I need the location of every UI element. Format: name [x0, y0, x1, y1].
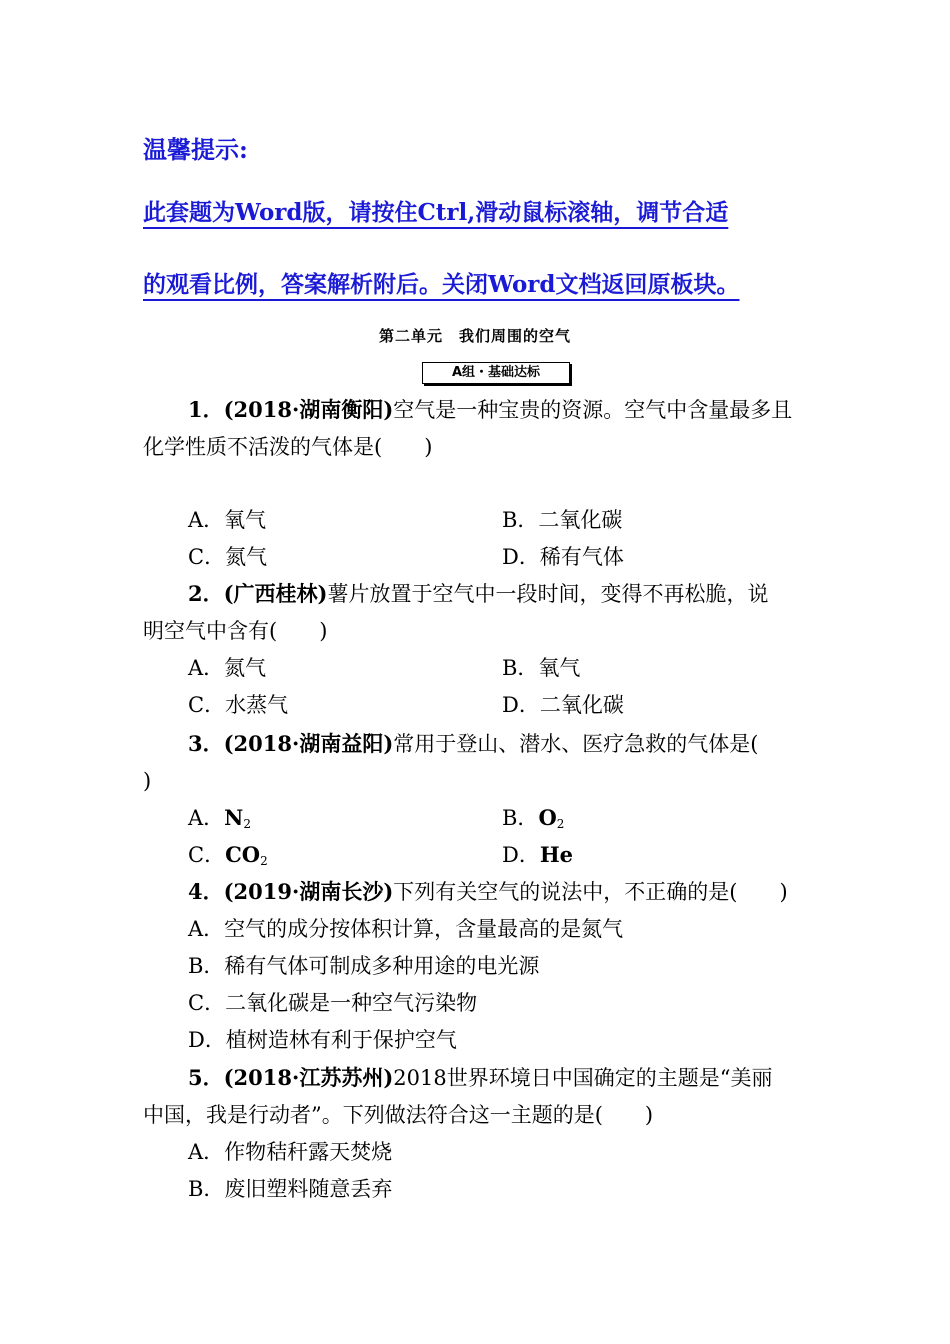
question-2-stem-a: 薯片放置于空气中一段时间，变得不再松脆，说	[327, 582, 769, 606]
option-prefix: B．	[502, 806, 539, 830]
question-5-stem	[188, 1064, 772, 1092]
question-2-option-c: C．水蒸气	[188, 693, 289, 717]
option-formula: CO	[225, 842, 261, 867]
option-formula: He	[539, 842, 574, 867]
option-formula: O	[538, 805, 557, 830]
question-2-option-d: D．二氧化碳	[502, 693, 624, 717]
option-subscript: 2	[243, 817, 252, 831]
question-2-option-a: A．氮气	[188, 656, 267, 680]
tip-line-2-text: 的观看比例，答案解析附后。关闭Word文档返回原板块。	[143, 271, 740, 298]
option-subscript: 2	[260, 854, 268, 868]
question-1-stem	[188, 396, 792, 424]
question-4-number: 4．	[188, 879, 224, 904]
unit-title: 第二单元 我们周围的空气	[378, 327, 571, 345]
question-1-option-d: D．稀有气体	[502, 545, 624, 569]
tip-title: 温馨提示:	[143, 135, 248, 164]
question-3-stem-a: 常用于登山、潜水、医疗急救的气体是(	[393, 732, 759, 756]
tip-line-1-text: 此套题为Word版，请按住Ctrl,滑动鼠标滚轴，调节合适	[143, 199, 729, 226]
tip-line-2	[143, 268, 740, 302]
question-5-option-a: A．作物秸秆露天焚烧	[188, 1140, 393, 1164]
question-3-option-a	[188, 804, 251, 832]
question-4-source: (2019·湖南长沙)	[223, 879, 394, 904]
question-3-stem-b: )	[143, 769, 152, 793]
question-3-number: 3．	[188, 731, 224, 756]
tip-line-1	[143, 196, 728, 230]
question-5-stem-a: 2018世界环境日中国确定的主题是“美丽	[393, 1066, 773, 1090]
question-1-option-c: C．氮气	[188, 545, 268, 569]
question-1-stem-a: 空气是一种宝贵的资源。空气中含量最多且	[393, 398, 793, 422]
question-2-number: 2．	[188, 581, 224, 606]
question-2-source: (广西桂林)	[223, 581, 328, 606]
question-5-option-b: B．废旧塑料随意丢弃	[188, 1177, 393, 1201]
question-2-stem	[188, 580, 769, 608]
option-formula: N	[224, 805, 244, 830]
question-3-option-d	[502, 841, 573, 869]
question-1-source: (2018·湖南衡阳)	[223, 397, 394, 422]
question-3-source: (2018·湖南益阳)	[223, 731, 394, 756]
option-prefix: A．	[188, 806, 225, 830]
option-prefix: D．	[502, 843, 540, 867]
group-badge: A组・基础达标	[422, 362, 570, 384]
question-1-stem-b: 化学性质不活泼的气体是( )	[143, 435, 433, 459]
question-5-source: (2018·江苏苏州)	[223, 1065, 394, 1090]
question-2-stem-b: 明空气中含有( )	[143, 619, 328, 643]
question-3-stem	[188, 730, 758, 758]
question-4-stem-a: 下列有关空气的说法中，不正确的是( )	[393, 880, 788, 904]
option-prefix: C．	[188, 843, 226, 867]
option-subscript: 2	[556, 817, 565, 831]
question-5-number: 5．	[188, 1065, 224, 1090]
question-3-option-c	[188, 841, 268, 869]
question-5-stem-b: 中国，我是行动者”。下列做法符合这一主题的是( )	[143, 1103, 654, 1127]
question-1-option-a: A．氧气	[188, 508, 267, 532]
question-1-number: 1．	[188, 397, 224, 422]
question-4-option-a: A．空气的成分按体积计算，含量最高的是氮气	[188, 917, 624, 941]
question-4-option-d: D．植树造林有利于保护空气	[188, 1028, 457, 1052]
question-3-option-b	[502, 804, 564, 832]
question-1-option-b: B．二氧化碳	[502, 508, 623, 532]
question-4-option-c: C．二氧化碳是一种空气污染物	[188, 991, 478, 1015]
question-2-option-b: B．氧气	[502, 656, 581, 680]
question-4-stem	[188, 878, 788, 906]
question-4-option-b: B．稀有气体可制成多种用途的电光源	[188, 954, 540, 978]
